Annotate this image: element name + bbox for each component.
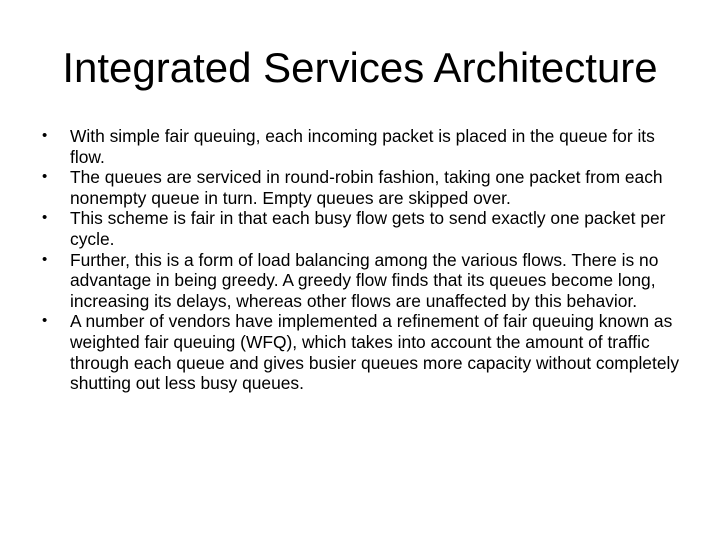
bullet-text: With simple fair queuing, each incoming packet is placed in the queue for its flow. [70, 126, 655, 167]
bullet-icon: • [42, 312, 48, 330]
bullet-icon: • [42, 209, 48, 227]
slide-title: Integrated Services Architecture [62, 44, 658, 91]
bullet-text: A number of vendors have implemented a refinement of fair queuing known as weighted fair queuing (WFQ), which takes into account the amount of traffic through each queue and gives busier queues more capacity without completely shutting out less busy queues. [70, 311, 680, 394]
bullet-item [36, 126, 688, 167]
bullet-item [36, 250, 688, 312]
bullet-text: Further, this is a form of load balancing among the various flows. There is no advantage in being greedy. A greedy flow finds that its queues become long, increasing its delays, whereas other flows are unaffected by this behavior. [70, 249, 659, 311]
bullet-item [36, 167, 688, 208]
bullet-item [36, 311, 688, 393]
bullet-text: This scheme is fair in that each busy flow gets to send exactly one packet per cycle. [70, 208, 666, 249]
bullet-item [36, 208, 688, 249]
bullet-icon: • [42, 127, 48, 144]
bullet-list [36, 126, 688, 394]
bullet-icon: • [42, 168, 48, 186]
bullet-text: The queues are serviced in round-robin fashion, taking one packet from each nonempty queue in turn. Empty queues are skipped over. [70, 167, 663, 208]
bullet-icon: • [42, 250, 48, 268]
